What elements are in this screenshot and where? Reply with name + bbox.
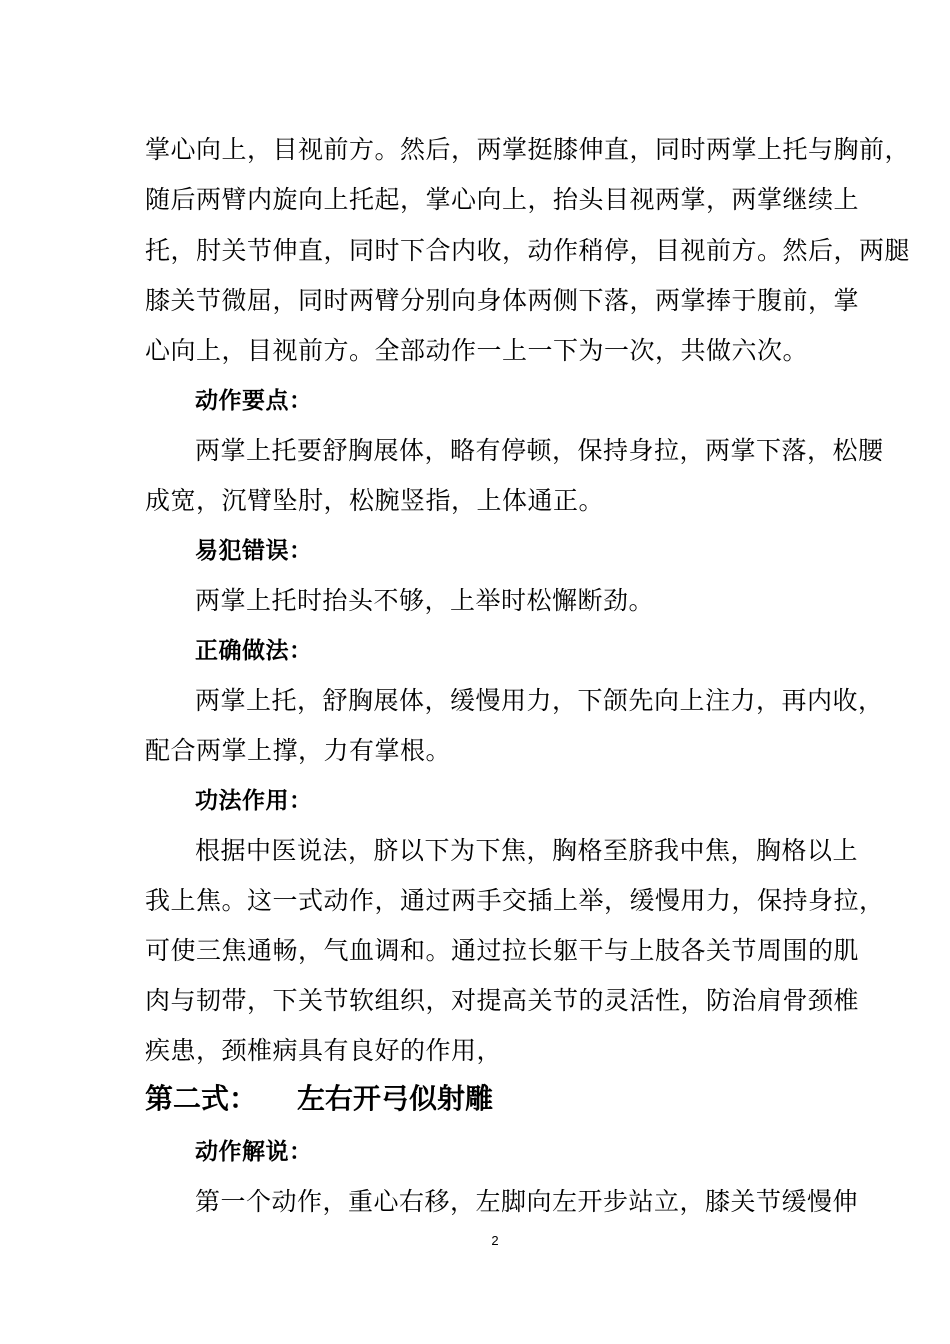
page-number: 2 <box>491 1233 499 1248</box>
paragraph-line: 膝关节微屈，同时两臂分别向身体两侧下落，两掌捧于腹前，掌 <box>145 286 860 315</box>
section-title: 左右开弓似射雕 <box>297 1082 494 1115</box>
paragraph-line: 两掌上托，舒胸展体，缓慢用力，下颌先向上注力，再内收， <box>195 686 884 715</box>
paragraph-line: 根据中医说法，脐以下为下焦，胸格至脐我中焦，胸格以上 <box>195 836 859 865</box>
effects-label: 功法作用： <box>195 788 313 814</box>
paragraph-line: 两掌上托要舒胸展体，略有停顿，保持身拉，两掌下落，松腰 <box>195 436 884 465</box>
paragraph-line: 疾患，颈椎病具有良好的作用， <box>145 1036 503 1065</box>
paragraph-line: 心向上，目视前方。全部动作一上一下为一次，共做六次。 <box>145 336 809 365</box>
paragraph-line: 我上焦。这一式动作，通过两手交插上举，缓慢用力，保持身拉， <box>145 886 885 915</box>
explanation-label: 动作解说： <box>195 1139 313 1165</box>
paragraph-line: 掌心向上，目视前方。然后，两掌挺膝伸直，同时两掌上托与胸前， <box>145 135 911 164</box>
paragraph-line: 肉与韧带，下关节软组织，对提高关节的灵活性，防治肩骨颈椎 <box>145 986 860 1015</box>
key-points-label: 动作要点： <box>195 388 313 414</box>
section-heading <box>145 1082 493 1116</box>
paragraph-line: 第一个动作，重心右移，左脚向左开步站立，膝关节缓慢伸 <box>195 1187 859 1216</box>
correct-method-label: 正确做法： <box>195 638 313 664</box>
paragraph-line: 配合两掌上撑，力有掌根。 <box>145 736 452 765</box>
section-number: 第二式： <box>145 1082 258 1115</box>
paragraph-line: 托，肘关节伸直，同时下合内收，动作稍停，目视前方。然后，两腿 <box>145 236 911 265</box>
paragraph-line: 成宽，沉臂坠肘，松腕竖指，上体通正。 <box>145 486 605 515</box>
common-errors-label: 易犯错误： <box>195 538 313 564</box>
paragraph-line: 随后两臂内旋向上托起，掌心向上，抬头目视两掌，两掌继续上 <box>145 185 860 214</box>
paragraph-line: 可使三焦通畅，气血调和。通过拉长躯干与上肢各关节周围的肌 <box>145 936 860 965</box>
paragraph-line: 两掌上托时抬头不够，上举时松懈断劲。 <box>195 586 655 615</box>
